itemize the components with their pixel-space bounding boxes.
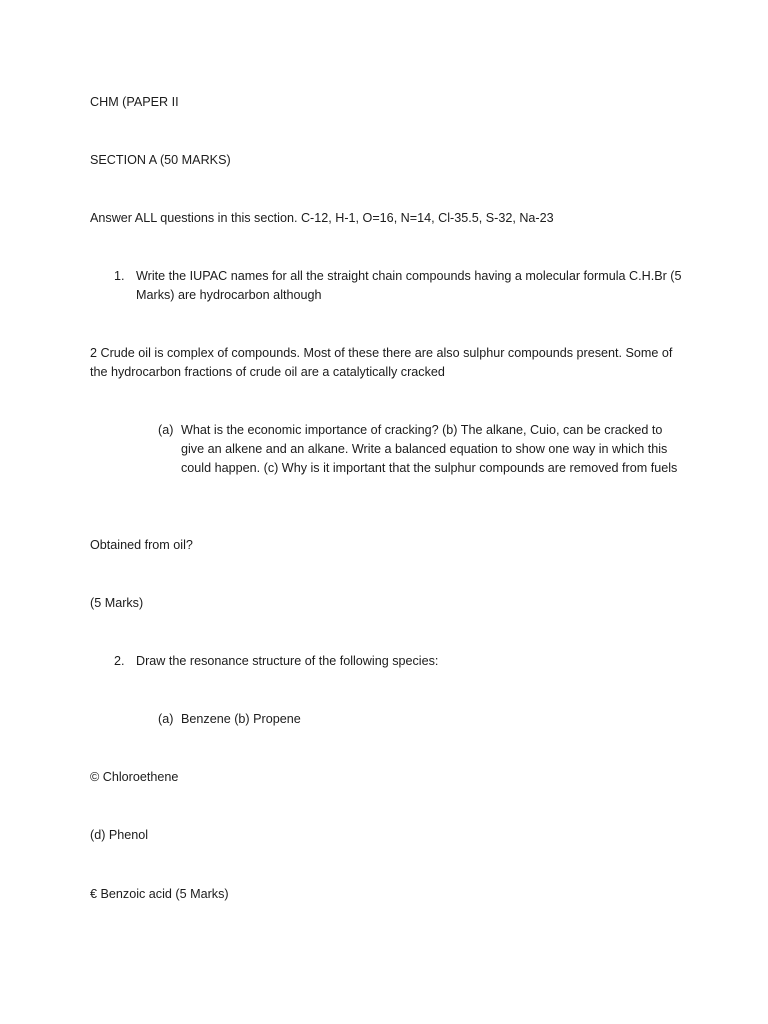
question-number: 2.	[114, 654, 125, 668]
instructions: Answer ALL questions in this section. C-12, H-1, O=16, N=14, Cl-35.5, S-32, Na-23	[90, 211, 554, 225]
subquestion-label: (a)	[158, 423, 174, 437]
subquestion-label: (a)	[158, 712, 174, 726]
question-number: 1.	[114, 269, 125, 283]
question-3	[114, 652, 674, 672]
question-2a	[158, 421, 678, 501]
subquestion-text: Benzene (b) Propene	[181, 712, 301, 726]
item-benzoic-acid: € Benzoic acid (5 Marks)	[90, 887, 229, 901]
question-text: Write the IUPAC names for all the straight chain compounds having a molecular formula C.H.Br (5 Marks) are hydrocarbon although	[136, 269, 682, 302]
question-text: Draw the resonance structure of the following species:	[136, 654, 439, 668]
marks-line: (5 Marks)	[90, 596, 144, 610]
item-phenol: (d) Phenol	[90, 828, 149, 842]
section-heading: SECTION A (50 MARKS)	[90, 153, 231, 167]
question-2-intro: 2 Crude oil is complex of compounds. Most of these there are also sulphur compounds present. Some of the hydrocarbon fractions of crude oil are a catalytically cracked	[90, 346, 673, 379]
question-3a	[158, 710, 558, 730]
subquestion-text: What is the economic importance of cracking? (b) The alkane, Cuio, can be cracked to give an alkene and an alkane. Write a balanced equation to show one way in which this could happen. (c) Why is it important that the sulphur compounds are removed from fuels	[181, 423, 678, 475]
obtained-line: Obtained from oil?	[90, 538, 193, 552]
item-chloroethene: © Chloroethene	[90, 770, 179, 784]
question-1	[114, 267, 684, 307]
paper-title: CHM (PAPER II	[90, 95, 179, 109]
